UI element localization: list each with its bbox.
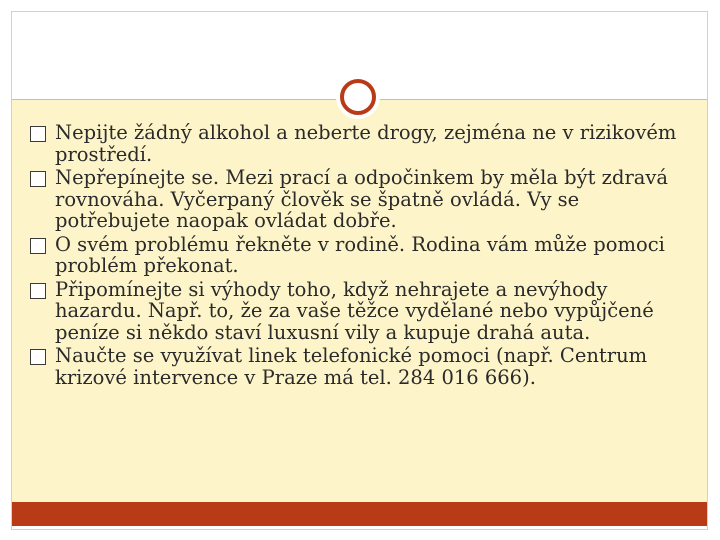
bullet-item [30, 122, 698, 165]
bullet-text: Připomínejte si výhody toho, když nehrajete a nevýhody hazardu. Např. to, že za vaše těžce vydělané nebo vypůjčené peníze si někdo staví luxusní vily a kupuje drahá auta. [55, 277, 654, 344]
bullet-item [30, 279, 698, 344]
bullet-box-icon [30, 349, 46, 365]
bullet-item [30, 234, 698, 277]
footer-accent-bar [12, 502, 707, 526]
bullet-item [30, 345, 698, 388]
circle-ornament-icon [340, 79, 376, 115]
bullet-box-icon [30, 171, 46, 187]
bullet-box-icon [30, 126, 46, 142]
bullet-list [30, 122, 698, 390]
bullet-text: Nepijte žádný alkohol a neberte drogy, zejména ne v rizikovém prostředí. [55, 121, 677, 166]
bullet-item [30, 167, 698, 232]
bullet-text: O svém problému řekněte v rodině. Rodina vám může pomoci problém překonat. [55, 232, 665, 277]
bullet-text: Naučte se využívat linek telefonické pomoci (např. Centrum krizové intervence v Praze má tel. 284 016 666). [55, 344, 648, 389]
bullet-box-icon [30, 283, 46, 299]
bullet-text: Nepřepínejte se. Mezi prací a odpočinkem by měla být zdravá rovnováha. Vyčerpaný člověk se špatně ovládá. Vy se potřebujete naopak ovládat dobře. [55, 166, 669, 232]
bullet-box-icon [30, 238, 46, 254]
